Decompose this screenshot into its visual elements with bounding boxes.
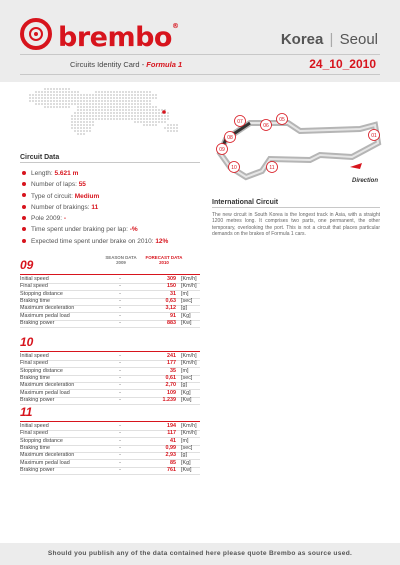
footer-band <box>0 543 400 565</box>
corner-marker-label: 01 <box>371 133 377 139</box>
subtitle-divider <box>20 74 380 75</box>
corner-divider <box>20 351 200 352</box>
subtitle-prefix: Circuits Identity Card - <box>70 60 147 69</box>
row-unit: [g] <box>181 305 187 312</box>
forecast-value: 35 <box>170 367 176 374</box>
forecast-value: 309 <box>167 276 176 282</box>
circuit-data-value: 12% <box>155 237 169 245</box>
season-value: - <box>119 437 121 444</box>
page-subtitle <box>70 60 182 69</box>
corner-marker <box>277 114 288 125</box>
row-unit: [Km/h] <box>181 283 197 290</box>
bullet-icon <box>22 182 26 186</box>
row-label: Braking power <box>20 396 55 403</box>
circuit-data-item <box>20 179 168 190</box>
table-row <box>20 423 200 430</box>
corner-marker <box>235 116 246 127</box>
forecast-value: 3,12 <box>165 305 176 312</box>
circuit-data-value: - <box>63 215 67 223</box>
circuit-data-value: 55 <box>78 181 86 189</box>
row-unit: [Km/h] <box>181 360 197 367</box>
corner-marker <box>267 162 278 173</box>
circuit-data-label: Time spent under braking per lap: <box>31 226 130 234</box>
direction-arrow-icon <box>350 163 362 169</box>
circuit-data-item <box>20 213 168 224</box>
season-value: - <box>119 353 121 359</box>
forecast-value: 2,93 <box>165 452 176 459</box>
corner-marker-label: 06 <box>263 123 269 129</box>
table-row <box>20 368 200 375</box>
season-value: - <box>119 319 121 326</box>
circuit-data-label: Number of brakings: <box>31 203 92 211</box>
season-value: - <box>119 367 121 374</box>
forecast-value: 1.239 <box>162 396 176 403</box>
forecast-value: 883 <box>167 319 176 326</box>
circuit-data-value: 5.621 m <box>54 170 79 177</box>
row-unit: [g] <box>181 452 187 459</box>
table-row <box>20 390 200 397</box>
circuit-data-title: Circuit Data <box>20 154 60 161</box>
table-row <box>20 291 200 298</box>
circuit-data-item <box>20 224 168 235</box>
location-title <box>281 31 378 48</box>
season-value: - <box>119 389 121 396</box>
table-row <box>20 360 200 367</box>
row-label: Final speed <box>20 430 48 437</box>
row-divider <box>20 474 200 475</box>
season-value: - <box>119 382 121 389</box>
row-label: Final speed <box>20 283 48 290</box>
season-value: - <box>119 444 121 451</box>
subtitle-series: Formula 1 <box>146 60 183 69</box>
row-label: Initial speed <box>20 423 49 429</box>
brand-logo <box>58 22 178 53</box>
bullet-icon <box>22 171 26 175</box>
corner-number: 10 <box>20 335 34 349</box>
forecast-value: 31 <box>170 290 176 297</box>
season-value: - <box>119 312 121 319</box>
corner-marker-label: 11 <box>269 165 275 171</box>
season-value: - <box>119 283 121 290</box>
circuit-layout <box>200 105 385 190</box>
row-label: Maximum pedal load <box>20 459 70 466</box>
row-divider <box>20 327 200 328</box>
row-label: Maximum pedal load <box>20 389 70 396</box>
corner-marker-label: 05 <box>279 117 285 123</box>
bullet-icon <box>22 227 26 231</box>
row-label: Braking time <box>20 374 50 381</box>
circuit-data-label: Expected time spent under brake on 2010: <box>31 237 156 245</box>
international-title: International Circuit <box>212 199 279 206</box>
forecast-value: 85 <box>170 459 176 466</box>
circuit-data-label: Number of laps: <box>31 181 79 189</box>
bullet-icon <box>22 216 26 220</box>
row-unit: [m] <box>181 367 189 374</box>
row-label: Initial speed <box>20 353 49 359</box>
forecast-value: 117 <box>167 430 176 437</box>
row-label: Maximum deceleration <box>20 452 75 459</box>
row-unit: [Kg] <box>181 389 191 396</box>
corner-number: 11 <box>20 405 33 419</box>
season-value: - <box>119 276 121 282</box>
table-row <box>20 430 200 437</box>
forecast-value: 150 <box>167 283 176 290</box>
table-row <box>20 397 200 404</box>
row-label: Initial speed <box>20 276 49 282</box>
circuit-data-list <box>20 168 168 247</box>
forecast-value: 177 <box>167 360 176 367</box>
circuit-data-item <box>20 168 168 179</box>
bullet-icon <box>22 193 26 197</box>
direction-label: Direction <box>352 178 379 184</box>
season-value: - <box>119 297 121 304</box>
circuit-data-label: Type of circuit: <box>31 192 75 200</box>
table-row <box>20 445 200 452</box>
row-label: Braking power <box>20 466 55 473</box>
international-divider <box>212 207 380 208</box>
corner-marker-label: 10 <box>231 165 237 171</box>
world-map <box>22 84 202 146</box>
corner-marker <box>225 132 236 143</box>
table-row <box>20 305 200 312</box>
korea-marker-icon <box>162 110 166 114</box>
country-name: Korea <box>280 31 324 48</box>
header-divider <box>20 54 380 55</box>
row-unit: [m] <box>181 290 189 297</box>
row-unit: [Kw] <box>181 466 192 473</box>
row-label: Maximum deceleration <box>20 382 75 389</box>
circuit-data-value: Medium <box>74 192 100 200</box>
brand-name: brembo <box>58 22 172 53</box>
bullet-icon <box>22 239 26 243</box>
circuit-data-divider <box>20 162 200 163</box>
season-value: - <box>119 360 121 367</box>
row-unit: [Kw] <box>181 319 192 326</box>
corner-marker <box>369 130 380 141</box>
row-unit: [Km/h] <box>181 276 197 282</box>
corner-marker <box>229 162 240 173</box>
corner-marker-label: 07 <box>237 119 243 125</box>
forecast-value: 0,61 <box>165 374 176 381</box>
row-unit: [Kw] <box>181 396 192 403</box>
forecast-value: 761 <box>167 466 176 473</box>
row-unit: [m] <box>181 437 189 444</box>
row-label: Maximum deceleration <box>20 305 75 312</box>
table-row <box>20 382 200 389</box>
row-unit: [Km/h] <box>181 353 197 359</box>
corner-number: 09 <box>20 258 34 272</box>
forecast-value: 91 <box>170 312 176 319</box>
table-row <box>20 438 200 445</box>
forecast-value: 194 <box>167 423 176 429</box>
season-value: - <box>119 423 121 429</box>
brembo-disc-icon <box>20 18 52 50</box>
row-label: Maximum pedal load <box>20 312 70 319</box>
circuit-data-label: Pole 2009: <box>31 215 64 223</box>
forecast-data-header: FORECAST DATA 2010 <box>145 255 183 265</box>
row-unit: [Km/h] <box>181 423 197 429</box>
row-label: Stopping distance <box>20 367 63 374</box>
row-unit: [Km/h] <box>181 430 197 437</box>
forecast-value: 41 <box>170 437 176 444</box>
table-row <box>20 353 200 360</box>
corner-marker <box>261 120 272 131</box>
forecast-value: 0,63 <box>165 297 176 304</box>
forecast-value: 0,99 <box>165 444 176 451</box>
season-value: - <box>119 374 121 381</box>
season-value: - <box>119 305 121 312</box>
season-data-header: SEASON DATA 2009 <box>105 255 137 265</box>
table-row <box>20 452 200 459</box>
circuit-data-item <box>20 202 168 213</box>
city-name: Seoul <box>339 31 378 48</box>
table-row <box>20 467 200 474</box>
season-value: - <box>119 459 121 466</box>
brand-reg: ® <box>171 22 179 30</box>
bullet-icon <box>22 205 26 209</box>
circuit-data-value: -% <box>129 226 138 234</box>
table-row <box>20 375 200 382</box>
row-label: Stopping distance <box>20 290 63 297</box>
forecast-value: 109 <box>167 389 176 396</box>
footer-text: Should you publish any of the data contained here please quote Brembo as source used. <box>47 550 353 557</box>
corner-marker <box>217 144 228 155</box>
table-row <box>20 276 200 283</box>
forecast-value: 241 <box>167 353 176 359</box>
circuit-data-item <box>20 236 168 247</box>
circuit-data-value: 11 <box>91 203 99 211</box>
location-separator: | <box>329 31 334 48</box>
table-row <box>20 320 200 327</box>
season-value: - <box>119 430 121 437</box>
row-unit: [sec] <box>181 444 193 451</box>
row-unit: [sec] <box>181 374 193 381</box>
row-label: Final speed <box>20 360 48 367</box>
forecast-value: 2,70 <box>165 382 176 389</box>
circuit-data-item <box>20 191 168 202</box>
row-label: Braking power <box>20 319 55 326</box>
row-unit: [Kg] <box>181 312 191 319</box>
row-unit: [sec] <box>181 297 193 304</box>
corner-marker-label: 09 <box>219 147 225 153</box>
row-label: Braking time <box>20 297 50 304</box>
corner-divider <box>20 274 200 275</box>
season-value: - <box>119 396 121 403</box>
table-row <box>20 460 200 467</box>
table-row <box>20 298 200 305</box>
season-value: - <box>119 452 121 459</box>
row-unit: [Kg] <box>181 459 191 466</box>
corner-marker-label: 08 <box>227 135 233 141</box>
circuit-data-label: Length: <box>31 170 55 177</box>
row-divider <box>20 404 200 405</box>
table-row <box>20 283 200 290</box>
race-date: 24_10_2010 <box>309 57 376 71</box>
season-value: - <box>119 290 121 297</box>
corner-divider <box>20 421 200 422</box>
row-label: Stopping distance <box>20 437 63 444</box>
table-row <box>20 313 200 320</box>
circuit-description: The new circuit in South Korea is the longest track in Asia, with a straight 1200 metres long. It comprises two parts, one permanent, the other temporary, overlooking the port. This is not a circuit that places particular demands on the brakes of Formula 1 cars. <box>212 212 380 238</box>
row-label: Braking time <box>20 444 50 451</box>
season-value: - <box>119 466 121 473</box>
row-unit: [g] <box>181 382 187 389</box>
